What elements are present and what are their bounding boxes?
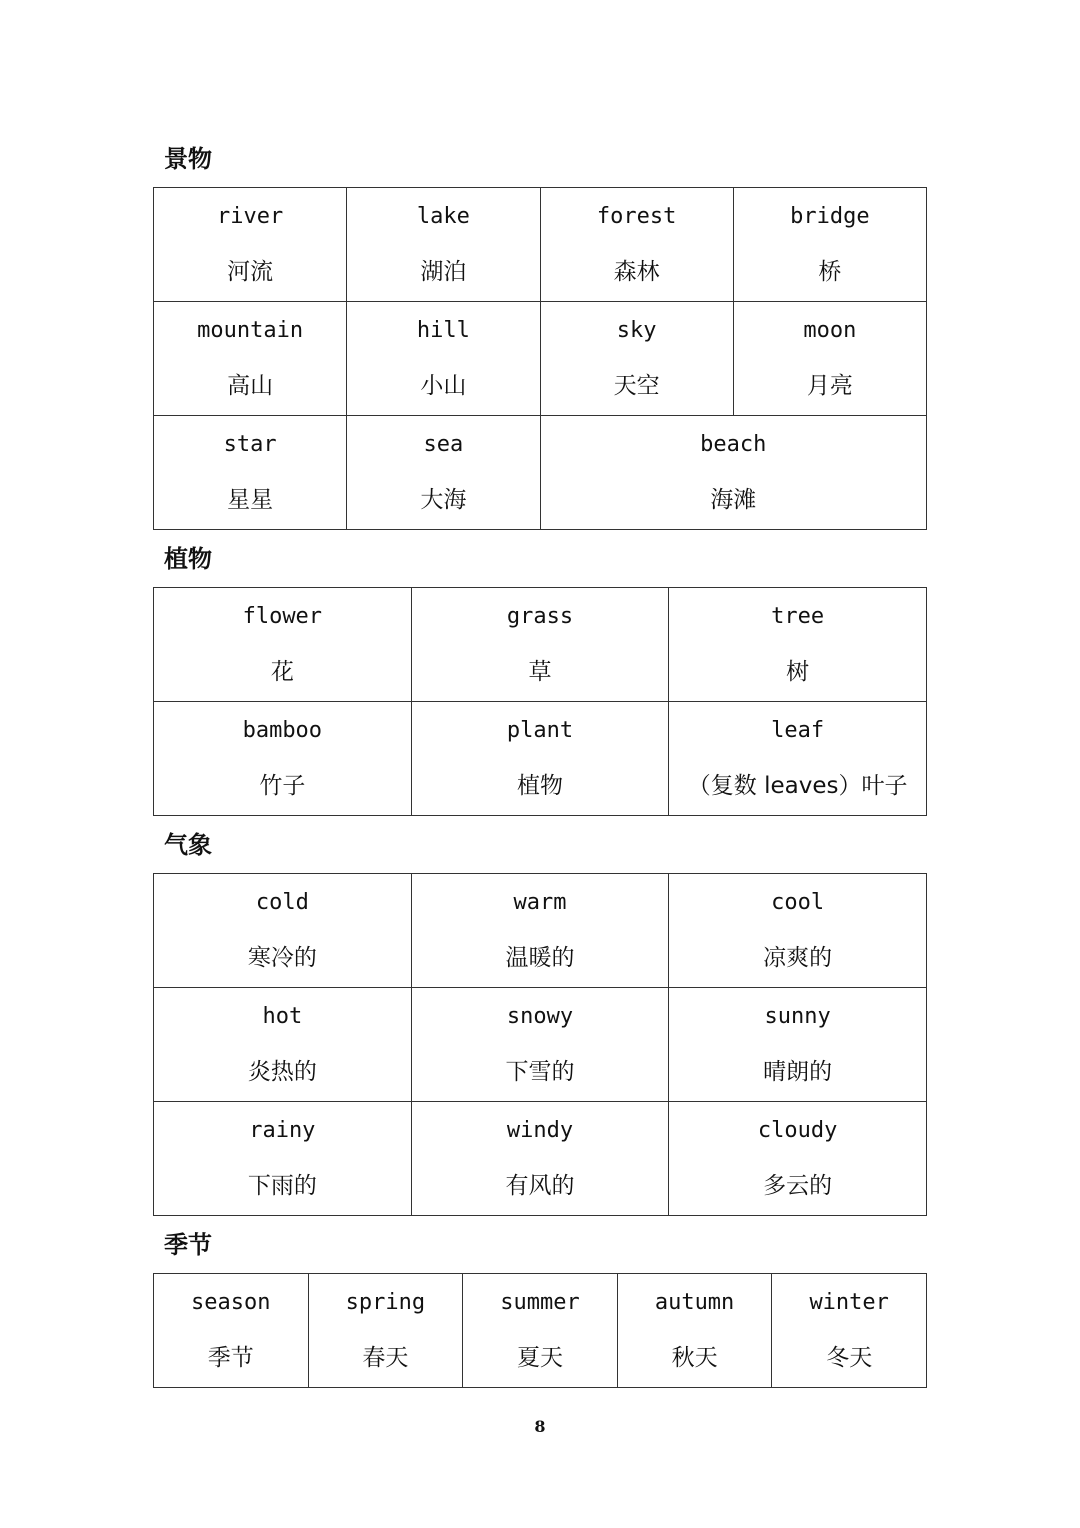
vocab-cell (733, 188, 926, 302)
chinese-meaning: 植物 (516, 773, 563, 799)
chinese-meaning: 炎热的 (247, 1059, 317, 1085)
english-word: hot (262, 1004, 303, 1029)
english-word: cool (771, 890, 825, 915)
chinese-meaning: 竹子 (259, 773, 306, 799)
chinese-meaning: （复数 leaves）叶子 (687, 773, 908, 799)
chinese-meaning: 海滩 (710, 487, 757, 513)
vocab-cell (540, 188, 733, 302)
vocab-cell (733, 302, 926, 416)
chinese-meaning: 下雪的 (505, 1059, 575, 1085)
english-word: season (191, 1290, 271, 1315)
vocab-cell (411, 874, 669, 988)
english-word: summer (500, 1290, 580, 1315)
english-word: flower (242, 604, 323, 629)
vocab-cell (669, 874, 927, 988)
vocab-cell (308, 1274, 463, 1388)
english-word: snowy (506, 1004, 574, 1029)
chinese-meaning: 秋天 (671, 1345, 718, 1371)
vocab-cell (154, 988, 412, 1102)
chinese-meaning: 天空 (613, 373, 660, 399)
table-row (154, 988, 927, 1102)
table-row (154, 1102, 927, 1216)
vocab-cell (411, 988, 669, 1102)
table-row (154, 1274, 927, 1388)
english-word: cloudy (757, 1118, 838, 1143)
table-row (154, 874, 927, 988)
english-word: bridge (790, 204, 870, 229)
chinese-meaning: 森林 (613, 259, 660, 285)
chinese-meaning: 凉爽的 (763, 945, 833, 971)
vocab-cell (154, 874, 412, 988)
english-word: mountain (197, 318, 304, 343)
english-word: cold (255, 890, 309, 915)
chinese-meaning: 桥 (818, 259, 842, 285)
vocab-cell (772, 1274, 927, 1388)
english-word: star (223, 432, 277, 457)
vocab-table-scenery (153, 187, 927, 530)
chinese-meaning: 多云的 (763, 1173, 833, 1199)
table-row (154, 416, 927, 530)
english-word: spring (345, 1290, 426, 1315)
table-row (154, 188, 927, 302)
vocab-cell (347, 302, 540, 416)
vocab-cell (669, 588, 927, 702)
section-title-weather: 气象 (164, 831, 212, 859)
english-word: lake (416, 204, 470, 229)
vocab-table-seasons (153, 1273, 927, 1388)
chinese-meaning: 下雨的 (247, 1173, 317, 1199)
chinese-meaning: 草 (528, 659, 552, 685)
vocab-cell (347, 416, 540, 530)
chinese-meaning: 寒冷的 (247, 945, 317, 971)
vocab-cell (347, 188, 540, 302)
english-word: forest (596, 204, 677, 229)
vocab-cell (154, 416, 347, 530)
vocab-cell (669, 988, 927, 1102)
english-word: autumn (654, 1290, 735, 1315)
section-title-seasons: 季节 (164, 1231, 212, 1259)
english-word: winter (809, 1290, 889, 1315)
english-word: grass (506, 604, 574, 629)
chinese-meaning: 季节 (207, 1345, 254, 1371)
english-word: moon (803, 318, 857, 343)
vocab-cell (669, 702, 927, 816)
english-word: tree (771, 604, 825, 629)
section-title-plants: 植物 (164, 545, 212, 573)
vocab-cell (669, 1102, 927, 1216)
vocab-cell (154, 1102, 412, 1216)
english-word: rainy (249, 1118, 316, 1143)
table-row (154, 302, 927, 416)
english-word: warm (513, 890, 567, 915)
vocab-cell (154, 588, 412, 702)
chinese-meaning: 冬天 (826, 1345, 873, 1371)
page-number: 8 (534, 1417, 546, 1436)
english-word: plant (506, 718, 574, 743)
chinese-meaning: 星星 (227, 487, 274, 513)
english-word: windy (506, 1118, 574, 1143)
vocab-cell (154, 1274, 309, 1388)
chinese-meaning: 有风的 (505, 1173, 575, 1199)
english-word: bamboo (242, 718, 323, 743)
chinese-meaning: 花 (270, 659, 294, 685)
english-word: beach (700, 432, 767, 457)
chinese-meaning: 河流 (227, 259, 274, 285)
english-word: sea (423, 432, 464, 457)
vocab-cell (463, 1274, 618, 1388)
table-row (154, 588, 927, 702)
chinese-meaning: 夏天 (516, 1345, 563, 1371)
vocab-cell (411, 588, 669, 702)
english-word: sky (616, 318, 657, 343)
vocab-cell (154, 702, 412, 816)
english-word: sunny (764, 1004, 831, 1029)
english-word: leaf (771, 718, 825, 743)
vocab-cell (617, 1274, 772, 1388)
chinese-meaning: 大海 (420, 487, 467, 513)
vocab-cell (411, 1102, 669, 1216)
vocab-cell (154, 302, 347, 416)
vocab-cell (411, 702, 669, 816)
vocab-table-plants (153, 587, 927, 816)
vocab-cell (540, 302, 733, 416)
chinese-meaning: 月亮 (806, 373, 853, 399)
chinese-meaning: 温暖的 (505, 945, 575, 971)
chinese-meaning: 湖泊 (420, 259, 467, 285)
section-title-scenery: 景物 (164, 145, 212, 173)
table-row (154, 702, 927, 816)
chinese-meaning: 晴朗的 (763, 1059, 833, 1085)
english-word: hill (416, 318, 470, 343)
vocab-table-weather (153, 873, 927, 1216)
vocab-cell (540, 416, 927, 530)
chinese-meaning: 高山 (227, 373, 274, 399)
vocab-cell (154, 188, 347, 302)
chinese-meaning: 树 (786, 659, 810, 685)
chinese-meaning: 春天 (362, 1345, 409, 1371)
english-word: river (217, 204, 284, 229)
chinese-meaning: 小山 (420, 373, 467, 399)
